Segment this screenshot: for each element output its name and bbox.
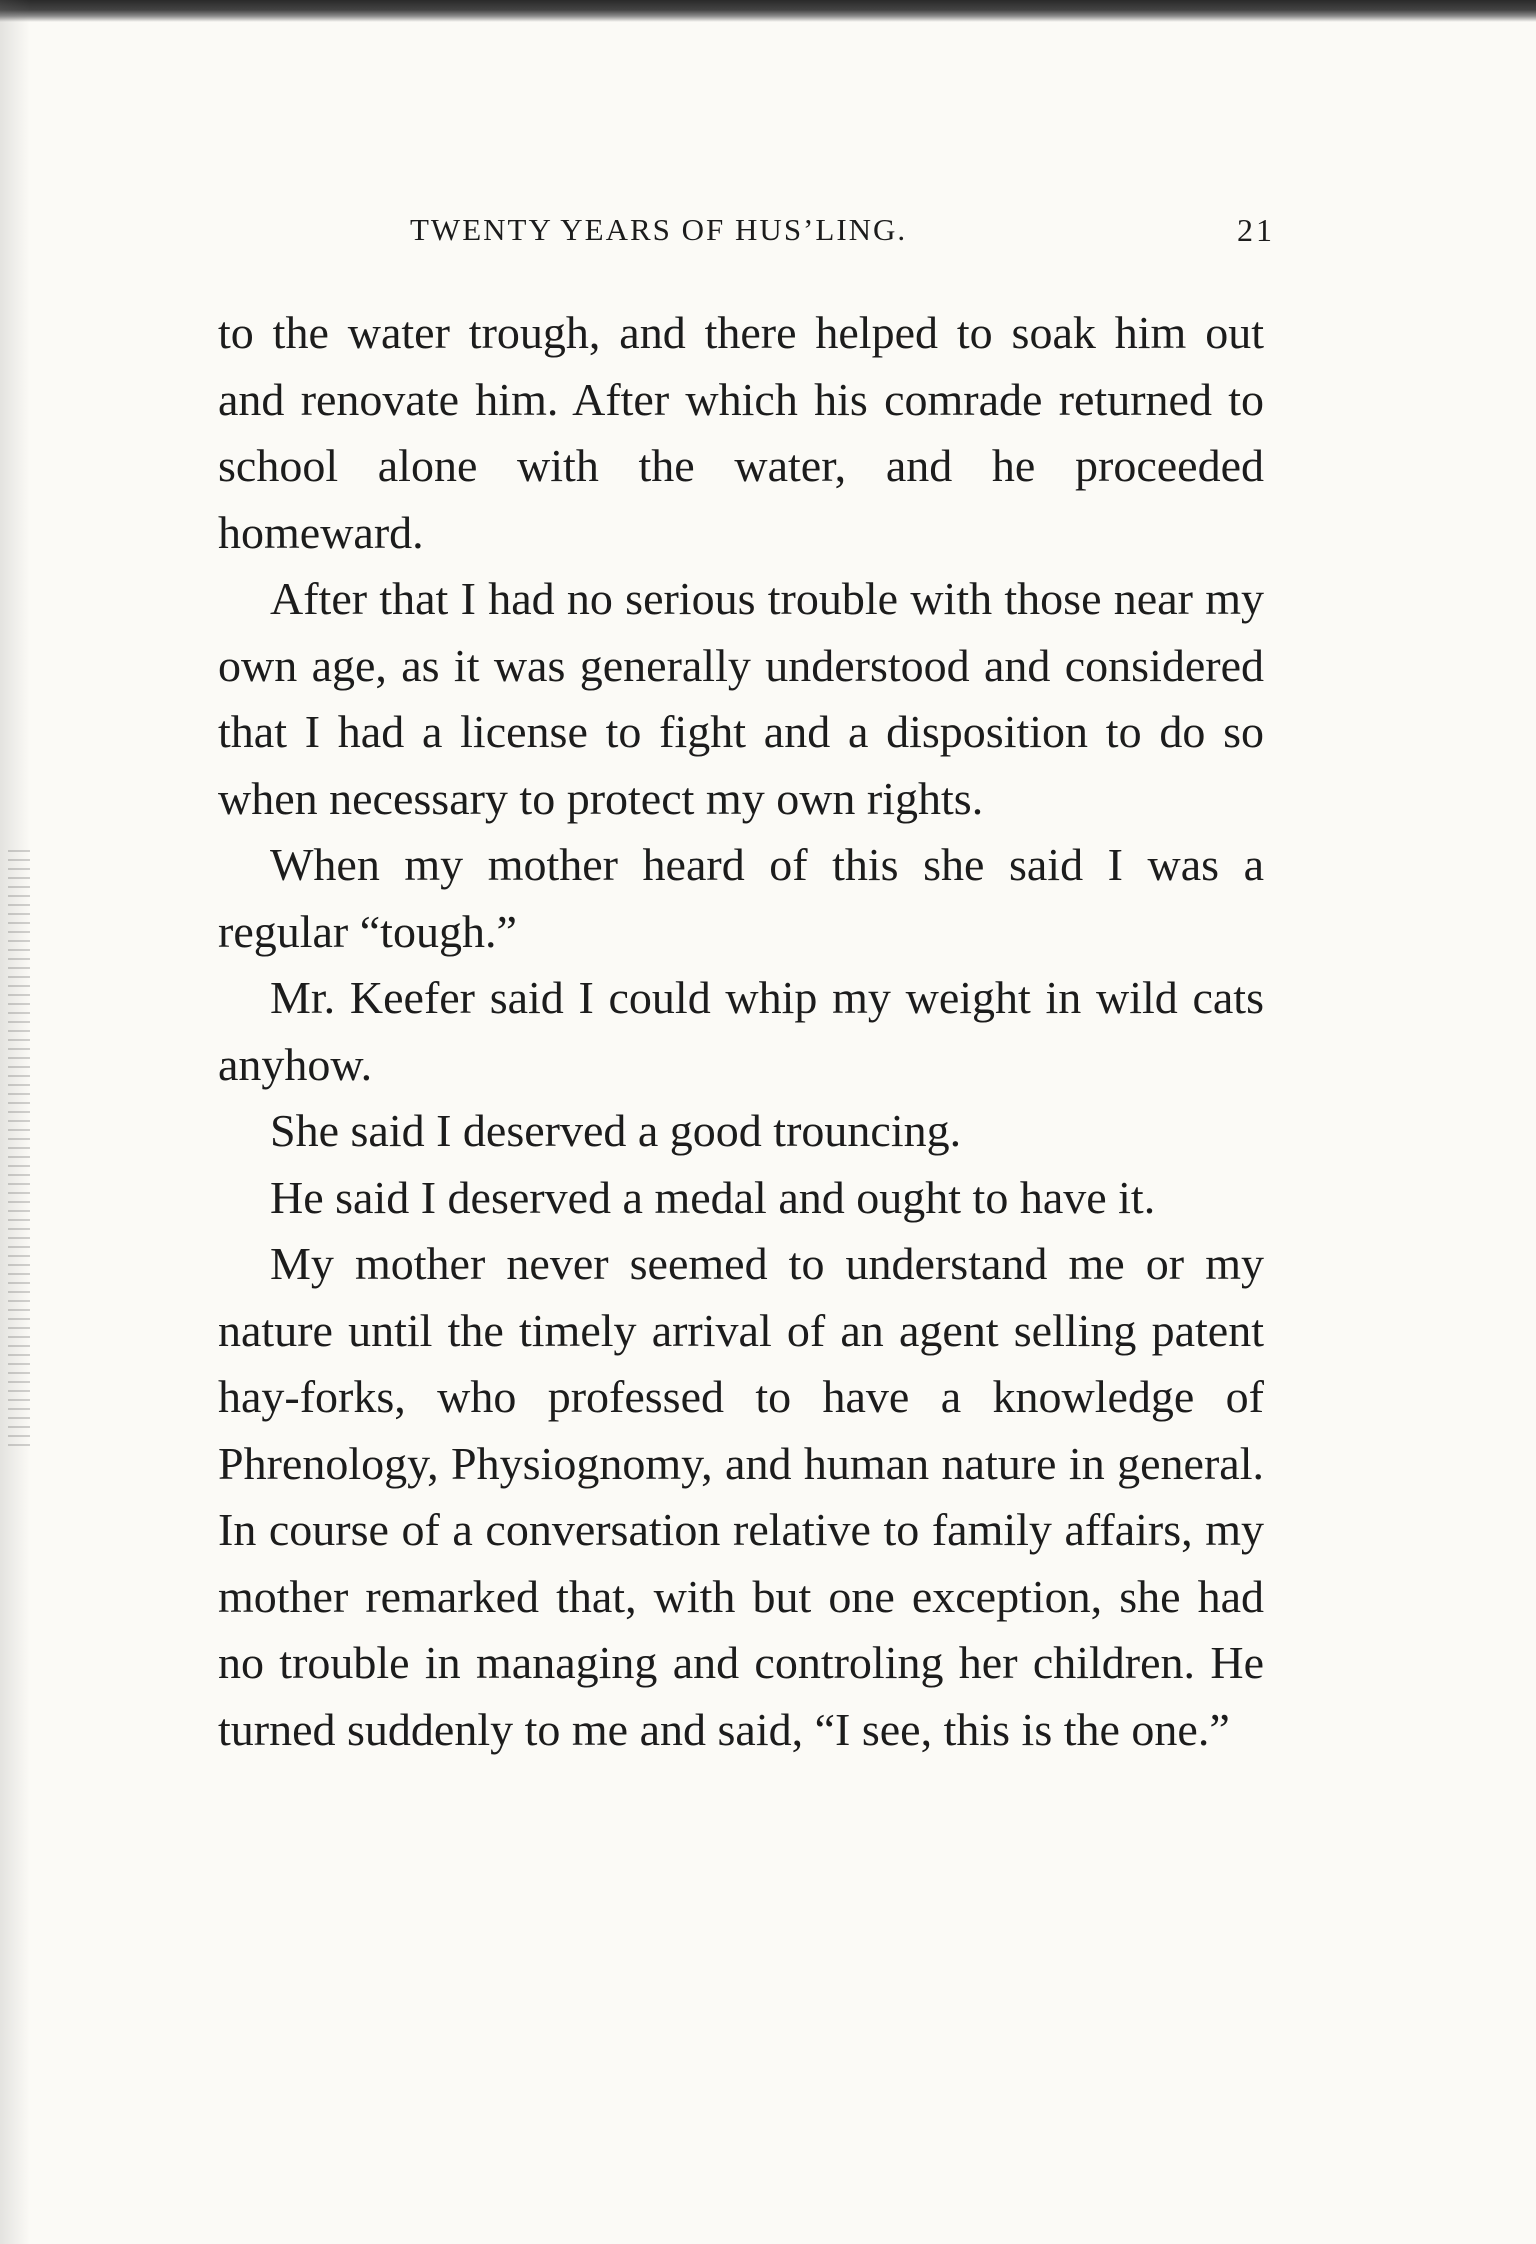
paragraph: Mr. Keefer said I could whip my weight in wild cats anyhow. [218,972,1264,1090]
paragraph: My mother never seemed to understand me or my nature until the timely arrival of an agent selling patent hay-forks, who professed to have a knowledge of Phrenology, Physiognomy, and human nature in general. In course of a conversation relative to family affairs, my mother remarked that, with but one exception, she had no trouble in managing and controling her children. He turned suddenly to me and said, “I see, this is the one.” [218,1238,1264,1755]
paragraph: After that I had no serious trouble with those near my own age, as it was generally understood and considered that I had a license to fight and a disposition to do so when necessary to protect my own rights. [218,573,1264,824]
paragraph: He said I deserved a medal and ought to have it. [270,1171,1156,1223]
paragraph: When my mother heard of this she said I was a regular “tough.” [218,839,1264,957]
paragraph: She said I deserved a good trouncing. [270,1105,962,1156]
page-top-edge [0,0,1536,22]
paragraph-continued: to the water trough, and there helped to soak him out and renovate him. After which his comrade returned to school alone with the water, and he proceeded homeward. [218,307,1264,558]
running-head [215,212,1275,252]
body-text [218,300,1264,1763]
binding-marks [8,850,30,1450]
running-title: TWENTY YEARS OF HUS’LING. [410,212,908,247]
page-number: 21 [1237,212,1275,248]
